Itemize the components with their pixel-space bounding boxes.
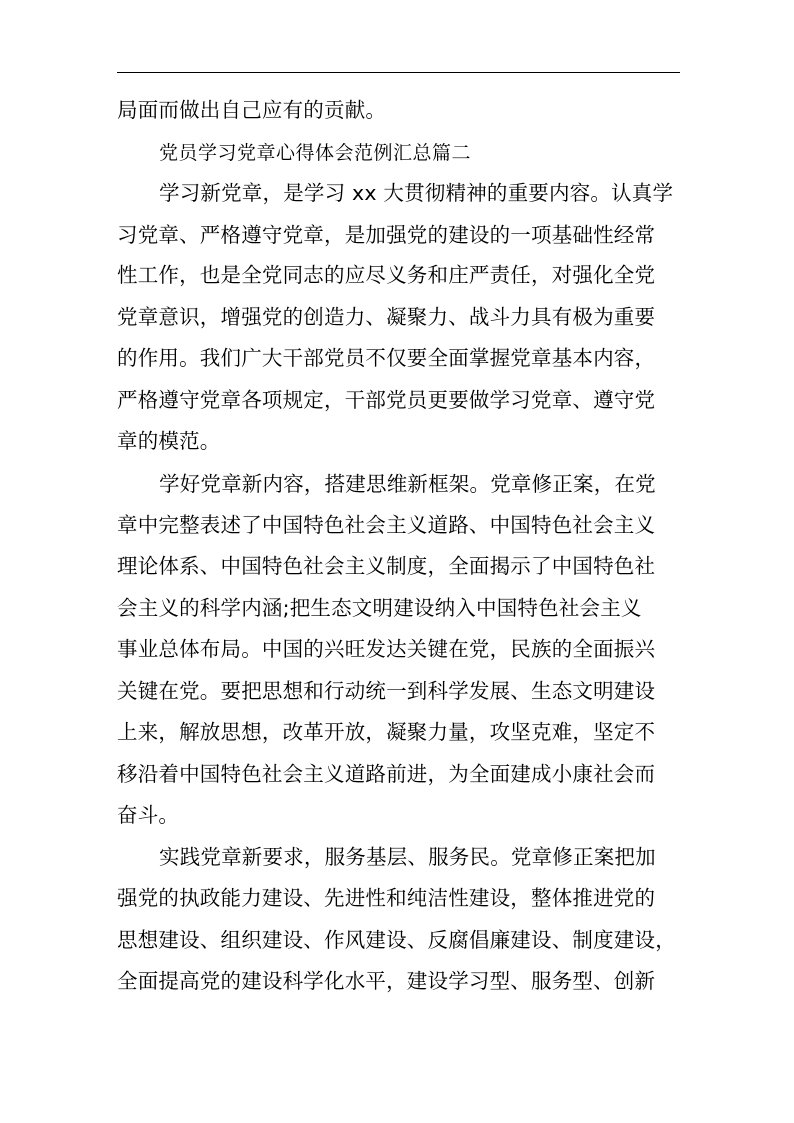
paragraph-line: 会主义的科学内涵;把生态文明建设纳入中国特色社会主义 xyxy=(117,596,642,620)
paragraph-line: 事业总体布局。中国的兴旺发达关键在党，民族的全面振兴 xyxy=(117,637,656,661)
paragraph-line: 奋斗。 xyxy=(117,803,180,827)
paragraph-line: 学习新党章，是学习 xx 大贯彻精神的重要内容。认真学 xyxy=(159,181,674,205)
paragraph-line: 移沿着中国特色社会主义道路前进，为全面建成小康社会而 xyxy=(117,762,656,786)
text-line: 局面而做出自己应有的贡献。 xyxy=(117,98,387,122)
paragraph-line: 强党的执政能力建设、先进性和纯洁性建设，整体推进党的 xyxy=(117,886,656,910)
paragraph-line: 实践党章新要求，服务基层、服务民。党章修正案把加 xyxy=(159,845,656,869)
paragraph-line: 全面提高党的建设科学化水平，建设学习型、服务型、创新 xyxy=(117,969,656,993)
paragraph-line: 性工作，也是全党同志的应尽义务和庄严责任，对强化全党 xyxy=(117,263,656,287)
paragraph-line: 党章意识，增强党的创造力、凝聚力、战斗力具有极为重要 xyxy=(117,305,656,329)
paragraph-line: 严格遵守党章各项规定，干部党员更要做学习党章、遵守党 xyxy=(117,388,656,412)
header-rule xyxy=(117,72,680,73)
paragraph-line: 章中完整表述了中国特色社会主义道路、中国特色社会主义 xyxy=(117,513,656,537)
paragraph-line: 习党章、严格遵守党章，是加强党的建设的一项基础性经常 xyxy=(117,223,656,247)
paragraph-line: 理论体系、中国特色社会主义制度，全面揭示了中国特色社 xyxy=(117,554,656,578)
paragraph-line: 学好党章新内容，搭建思维新框架。党章修正案，在党 xyxy=(159,472,656,496)
paragraph-line: 的作用。我们广大干部党员不仅要全面掌握党章基本内容， xyxy=(117,346,656,370)
section-title: 党员学习党章心得体会范例汇总篇二 xyxy=(159,142,472,164)
paragraph-line: 上来，解放思想，改革开放，凝聚力量，攻坚克难，坚定不 xyxy=(117,720,656,744)
paragraph-line: 关键在党。要把思想和行动统一到科学发展、生态文明建设 xyxy=(117,679,656,703)
paragraph-line: 章的模范。 xyxy=(117,429,221,453)
paragraph-line: 思想建设、组织建设、作风建设、反腐倡廉建设、制度建设， xyxy=(117,928,676,952)
